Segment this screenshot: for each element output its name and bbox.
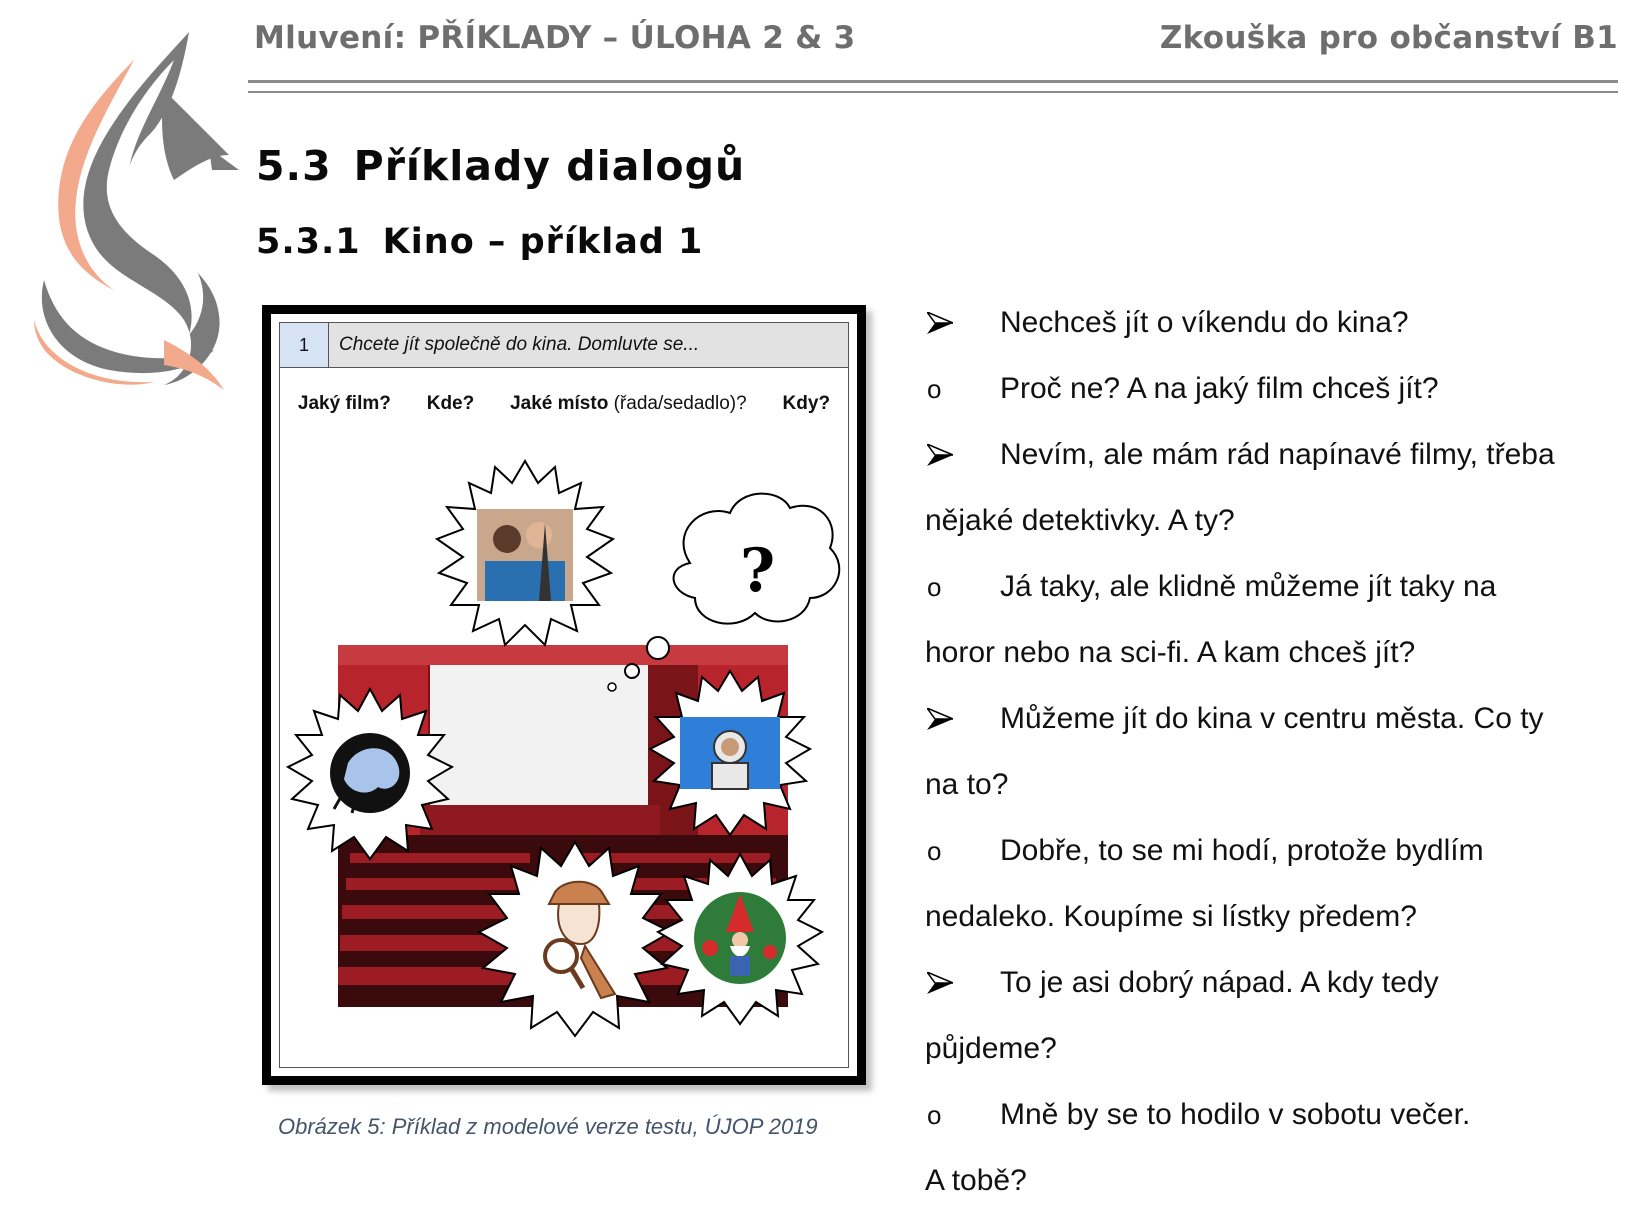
dialog-line: o Proč ne? A na jaký film chceš jít?	[927, 372, 1439, 405]
question-where: Kde?	[426, 393, 475, 414]
section-heading	[256, 142, 745, 190]
figure-caption: Obrázek 5: Příklad z modelové verze testu, ÚJOP 2019	[278, 1114, 818, 1139]
dialog-list	[925, 290, 1625, 1214]
dialog-line: Můžeme jít do kina v centru města. Co ty na to?	[925, 702, 1544, 801]
thought-question-mark: ?	[740, 536, 776, 606]
section-title: Příklady dialogů	[353, 142, 746, 190]
header-rule-secondary	[248, 91, 1618, 93]
subsection-title: Kino – příklad 1	[382, 222, 704, 262]
dialog-line: To je asi dobrý nápad. A kdy tedy půjdeme?	[925, 966, 1439, 1065]
task-number: 1	[280, 323, 329, 367]
question-seat: Jaké místo (řada/sedadlo)?	[510, 393, 747, 414]
cinema-illustration	[280, 433, 866, 1069]
question-when: Kdy?	[782, 393, 831, 414]
task-card-inner	[279, 322, 849, 1068]
header-rule	[248, 80, 1618, 83]
dialog-line: Nevím, ale mám rád napínavé filmy, třeba nějaké detektivky. A ty?	[925, 438, 1555, 537]
dialog-line: Nechceš jít o víkendu do kina?	[925, 290, 1625, 356]
subsection-number: 5.3.1	[256, 222, 361, 262]
dialog-line: o Mně by se to hodilo v sobotu večer. A tobě?	[925, 1098, 1471, 1197]
romance-starburst	[437, 461, 613, 645]
dialog-line: o Já taky, ale klidně můžeme jít taky na horor nebo na sci-fi. A kam chceš jít?	[925, 570, 1497, 669]
task-card	[262, 305, 866, 1085]
task-instruction: Chcete jít společně do kina. Domluvte se...	[329, 323, 848, 367]
fox-logo-icon	[14, 20, 254, 400]
section-number: 5.3	[256, 142, 332, 190]
task-bar	[280, 323, 848, 368]
dialog-line: o Dobře, to se mi hodí, protože bydlím nedaleko. Koupíme si lístky předem?	[925, 834, 1484, 933]
task-questions	[280, 393, 848, 415]
question-film: Jaký film?	[297, 393, 391, 414]
header-left-title: Mluvení: PŘÍKLADY – ÚLOHA 2 & 3	[254, 20, 856, 56]
subsection-heading	[256, 222, 703, 262]
header-right-title: Zkouška pro občanství B1	[1159, 20, 1618, 56]
